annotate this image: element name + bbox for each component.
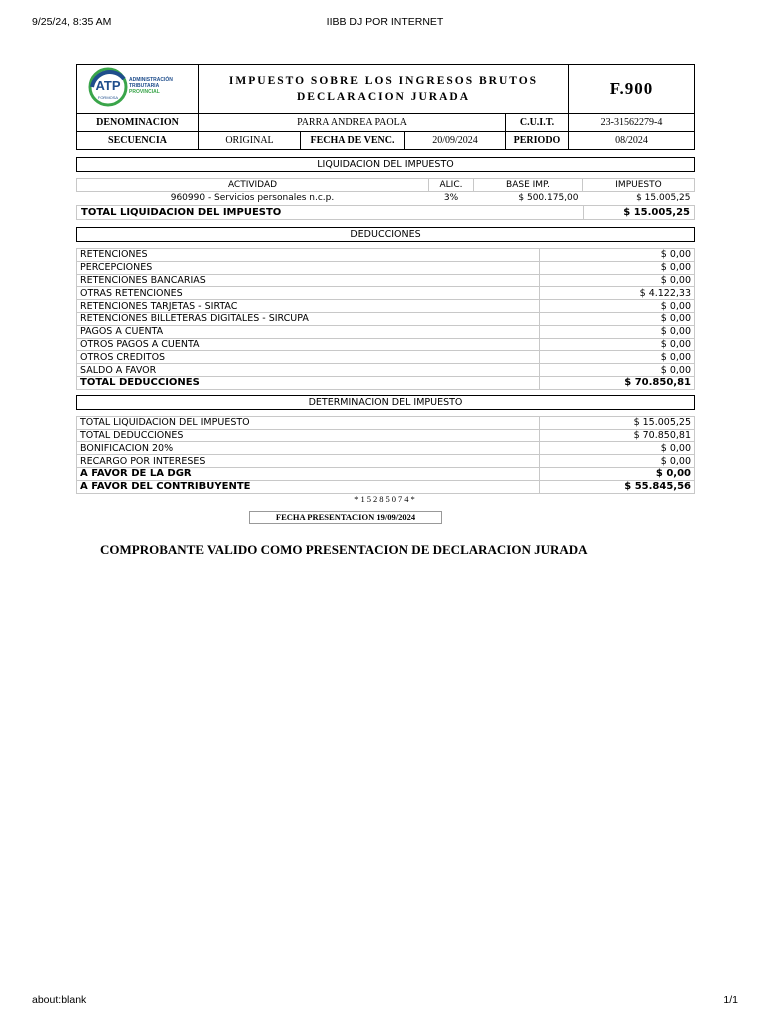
- deduccion-row-value: $ 0,00: [540, 249, 695, 262]
- deduccion-row-label: OTRAS RETENCIONES: [77, 287, 540, 300]
- form-number: F.900: [569, 65, 695, 114]
- denominacion-label: DENOMINACION: [77, 114, 199, 132]
- logo-org-3: PROVINCIAL: [128, 89, 160, 95]
- vencimiento-value: 20/09/2024: [405, 132, 506, 150]
- logo-org-1: ADMINISTRACIÓN: [128, 77, 173, 83]
- favor-dgr-value: $ 0,00: [540, 467, 695, 480]
- fecha-presentacion: FECHA PRESENTACION 19/09/2024: [249, 511, 442, 524]
- deduccion-row-value: $ 0,00: [540, 325, 695, 338]
- denominacion-value: PARRA ANDREA PAOLA: [199, 114, 506, 132]
- atp-logo-icon: [88, 65, 188, 109]
- determinacion-row: [77, 442, 695, 455]
- print-page-title: IIBB DJ POR INTERNET: [326, 16, 444, 28]
- liquidacion-title: LIQUIDACION DEL IMPUESTO: [76, 157, 695, 172]
- print-datetime: 9/25/24, 8:35 AM: [32, 16, 112, 28]
- deduccion-row-label: RETENCIONES BANCARIAS: [77, 274, 540, 287]
- deduccion-row-value: $ 0,00: [540, 300, 695, 313]
- deduccion-row-label: OTROS CREDITOS: [77, 351, 540, 364]
- determinacion-row-label: TOTAL LIQUIDACION DEL IMPUESTO: [77, 416, 540, 429]
- deduccion-row-value: $ 0,00: [540, 312, 695, 325]
- table-row: [77, 192, 695, 205]
- deduccion-row-value: $ 0,00: [540, 338, 695, 351]
- actividad-cell: 960990 - Servicios personales n.c.p.: [170, 193, 335, 203]
- periodo-label: PERIODO: [506, 132, 569, 150]
- periodo-value: 08/2024: [569, 132, 695, 150]
- deduccion-row-value: $ 0,00: [540, 351, 695, 364]
- deduccion-row: [77, 312, 695, 325]
- deduccion-row-label: RETENCIONES BILLETERAS DIGITALES - SIRCUPA: [77, 312, 540, 325]
- favor-dgr-label: A FAVOR DE LA DGR: [77, 467, 540, 480]
- deduccion-row-value: $ 0,00: [540, 261, 695, 274]
- comprobante-validez: COMPROBANTE VALIDO COMO PRESENTACION DE DECLARACION JURADA: [100, 541, 588, 557]
- deduccion-row-label: PERCEPCIONES: [77, 261, 540, 274]
- alicuota-cell: 3%: [443, 193, 459, 203]
- determinacion-row: [77, 416, 695, 429]
- barcode-number: *15285074*: [354, 493, 417, 504]
- determinacion-row: [77, 455, 695, 468]
- atp-logo: [77, 65, 199, 114]
- deduccion-row: [77, 300, 695, 313]
- col-actividad: ACTIVIDAD: [77, 179, 429, 192]
- cuit-label: C.U.I.T.: [506, 114, 569, 132]
- deduccion-row: [77, 287, 695, 300]
- determinacion-row-value: $ 0,00: [540, 455, 695, 468]
- print-footer: [32, 994, 738, 1008]
- cuit-value: 23-31562279-4: [569, 114, 695, 132]
- deduccion-row-label: OTROS PAGOS A CUENTA: [77, 338, 540, 351]
- print-url: about:blank: [32, 994, 87, 1006]
- base-cell: $ 500.175,00: [518, 193, 579, 203]
- deduccion-row-label: PAGOS A CUENTA: [77, 325, 540, 338]
- deduccion-row-value: $ 4.122,33: [540, 287, 695, 300]
- determinacion-row-value: $ 15.005,25: [540, 416, 695, 429]
- deduccion-row: [77, 351, 695, 364]
- deduccion-row-label: RETENCIONES TARJETAS - SIRTAC: [77, 300, 540, 313]
- vencimiento-label: FECHA DE VENC.: [301, 132, 405, 150]
- document-title: [199, 65, 569, 114]
- print-page-count: 1/1: [723, 994, 738, 1006]
- determinacion-table: [76, 416, 695, 494]
- logo-text: ATP: [94, 78, 121, 93]
- logo-org-2: TRIBUTARIA: [128, 83, 159, 89]
- liquidacion-table: [76, 178, 695, 204]
- total-deducciones-value: $ 70.850,81: [540, 376, 695, 389]
- deduccion-row-label: RETENCIONES: [77, 249, 540, 262]
- col-alicuota: ALIC.: [429, 179, 474, 192]
- deduccion-row: [77, 364, 695, 377]
- deduccion-row: [77, 261, 695, 274]
- title-line-2: DECLARACION JURADA: [296, 91, 471, 103]
- total-liquidacion-value: $ 15.005,25: [584, 206, 695, 220]
- col-base: BASE IMP.: [474, 179, 583, 192]
- determinacion-row-value: $ 0,00: [540, 442, 695, 455]
- deduccion-row-value: $ 0,00: [540, 274, 695, 287]
- header-table: [76, 64, 695, 150]
- deduccion-row-value: $ 0,00: [540, 364, 695, 377]
- determinacion-title: DETERMINACION DEL IMPUESTO: [76, 395, 695, 410]
- determinacion-row-label: TOTAL DEDUCCIONES: [77, 429, 540, 442]
- favor-contribuyente-label: A FAVOR DEL CONTRIBUYENTE: [77, 480, 540, 493]
- print-header: [32, 16, 738, 30]
- total-deducciones-row: [77, 376, 695, 389]
- deducciones-table: [76, 248, 695, 390]
- logo-sub: FORMOSA: [97, 95, 118, 100]
- deducciones-title: DEDUCCIONES: [76, 227, 695, 242]
- favor-contribuyente-row: [77, 480, 695, 493]
- deduccion-row: [77, 325, 695, 338]
- deduccion-row: [77, 338, 695, 351]
- total-liquidacion-label: TOTAL LIQUIDACION DEL IMPUESTO: [77, 206, 584, 220]
- favor-contribuyente-value: $ 55.845,56: [540, 480, 695, 493]
- deduccion-row-label: SALDO A FAVOR: [77, 364, 540, 377]
- secuencia-value: ORIGINAL: [199, 132, 301, 150]
- total-deducciones-label: TOTAL DEDUCCIONES: [77, 376, 540, 389]
- determinacion-row-label: BONIFICACION 20%: [77, 442, 540, 455]
- determinacion-row-value: $ 70.850,81: [540, 429, 695, 442]
- impuesto-cell: $ 15.005,25: [636, 193, 691, 203]
- determinacion-row-label: RECARGO POR INTERESES: [77, 455, 540, 468]
- secuencia-label: SECUENCIA: [77, 132, 199, 150]
- determinacion-row: [77, 429, 695, 442]
- total-liquidacion-table: [76, 205, 695, 220]
- col-impuesto: IMPUESTO: [583, 179, 695, 192]
- deduccion-row: [77, 274, 695, 287]
- deduccion-row: [77, 249, 695, 262]
- favor-dgr-row: [77, 467, 695, 480]
- declaration-document: [76, 64, 695, 558]
- title-line-1: IMPUESTO SOBRE LOS INGRESOS BRUTOS: [228, 75, 539, 87]
